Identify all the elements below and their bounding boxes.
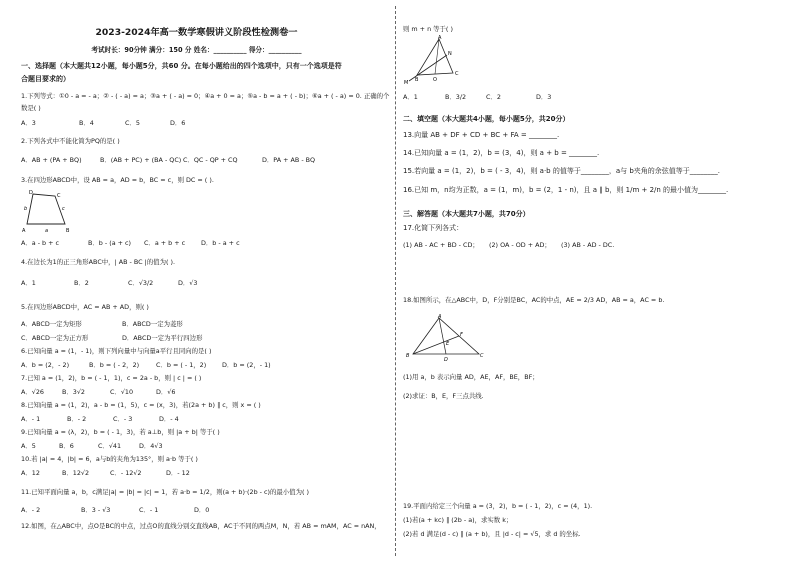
q2-option-a: A．AB + (PA + BQ) xyxy=(21,156,82,164)
q18-label-f: F xyxy=(460,332,463,338)
exam-title: 2023-2024年高一数学寒假讲义阶段性检测卷一 xyxy=(95,27,298,38)
q18-label-a: A xyxy=(438,314,442,320)
q8-option-d: D．- 4 xyxy=(159,415,179,423)
q3-side-c: c xyxy=(62,206,65,212)
q7-option-c: C．√10 xyxy=(110,388,134,396)
q1-stem-cont: 数是( ) xyxy=(21,104,41,112)
q11-stem: 11.已知平面向量 a，b，c满足|a| = |b| = |c| = 1，若 a·b = 1/2，则(a + b)·(2b - c)的最小值为( ) xyxy=(21,488,309,496)
q1-option-b: B．4 xyxy=(79,119,94,127)
q12-option-b: B．3/2 xyxy=(445,93,467,101)
q7-option-a: A．√26 xyxy=(21,388,44,396)
q3-side-a: a xyxy=(45,228,49,234)
q5-option-d: D．ABCD一定为平行四边形 xyxy=(122,334,203,342)
q12-option-d: D．3 xyxy=(536,93,552,101)
q10-stem: 10.若 |a| = 4，|b| = 6，a与b的夹角为135°，则 a·b 等于( ) xyxy=(21,455,198,463)
q2-option-d: D．PA + AB - BQ xyxy=(262,156,316,164)
q7-option-d: D．√6 xyxy=(156,388,176,396)
q5-stem: 5.在四边形ABCD中，AC = AB + AD，则( ) xyxy=(21,303,149,311)
q12-triangle-figure xyxy=(403,35,465,85)
q16-stem: 16.已知 m，n均为正数，a = (1，m)，b = (2，1 - n)，且 a ∥ b，则 1/m + 2/n 的最小值为________. xyxy=(403,186,729,194)
q1-stem: 1.下列等式：①0 - a = - a；② - ( - a) = a；③a + ( - a) = 0；④a + 0 = a；⑤a - b = a + ( - b)；⑥a + ( - a) = 0. 正确的个 xyxy=(21,92,390,100)
q18-label-e: E xyxy=(446,341,450,347)
q3-label-d: D xyxy=(29,190,33,196)
q12-label-a: A xyxy=(438,35,442,41)
q8-stem: 8.已知向量 a = (1，2)，a - b = (1，5)，c = (x，3)，若(2a + b) ∥ c，则 x = ( ) xyxy=(21,401,261,409)
q4-option-b: B．2 xyxy=(74,279,89,287)
q17-stem: 17.化简下列各式： xyxy=(403,224,464,232)
q11-option-c: C．- 1 xyxy=(139,506,159,514)
q9-stem: 9.已知向量 a = (λ，2)，b = ( - 1，3)，若 a⊥b，则 |a + b| 等于( ) xyxy=(21,428,220,436)
q8-option-a: A．- 1 xyxy=(21,415,41,423)
q10-option-d: D．- 12 xyxy=(166,469,190,477)
q3-stem: 3.在四边形ABCD中，设 AB = a，AD = b，BC = c，则 DC = ( ). xyxy=(21,176,214,184)
q12-label-b: B xyxy=(415,77,419,83)
q4-stem: 4.在边长为1的正三角形ABC中，| AB - BC |的值为( ). xyxy=(21,258,176,266)
q6-stem: 6.已知向量 a = (1，- 1)，则下列向量中与向量a平行且同向的是( ) xyxy=(21,347,212,355)
q12-label-o: O xyxy=(433,77,437,83)
section2-heading: 二、填空题（本大题共4小题，每小题5分，共20分） xyxy=(403,115,570,123)
q3-label-a: A xyxy=(22,228,26,234)
q12-stem: 12.如图，在△ABC中，点O是BC的中点，过点O的直线分别交直线AB，AC于不同的两点M，N，若 AB = mAM，AC = nAN， xyxy=(21,522,381,530)
q6-option-c: C．b = ( - 1，2) xyxy=(156,361,207,369)
q8-option-b: B．- 2 xyxy=(67,415,87,423)
q17-part2: (2) OA - OD + AD； xyxy=(489,241,551,249)
q11-option-a: A．- 2 xyxy=(21,506,41,514)
q18-part2: (2)求证：B，E，F三点共线. xyxy=(403,392,484,400)
q2-stem: 2.下列各式中不能化简为PQ的是( ) xyxy=(21,137,120,145)
q4-option-d: D．√3 xyxy=(178,279,198,287)
q13-stem: 13.向量 AB + DF + CD + BC + FA = ________. xyxy=(403,131,560,139)
q9-option-a: A．5 xyxy=(21,442,36,450)
q18-label-d: D xyxy=(444,357,448,362)
q10-option-b: B．12√2 xyxy=(62,469,90,477)
q2-option-c: C．QC - QP + CQ xyxy=(183,156,238,164)
q3-label-b: B xyxy=(66,228,70,234)
q1-option-a: A．3 xyxy=(21,119,36,127)
q3-option-c: C．a + b + c xyxy=(144,239,186,247)
q7-option-b: B．3√2 xyxy=(62,388,85,396)
q18-stem: 18.如图所示，在△ABC中，D，F分别是BC，AC的中点，AE = 2/3 AD，AB = a，AC = b. xyxy=(403,296,665,304)
q6-option-d: D．b = (2，- 1) xyxy=(222,361,271,369)
q5-option-b: B．ABCD一定为菱形 xyxy=(122,320,183,328)
q12-stem-cont: 则 m + n 等于( ) xyxy=(403,25,453,33)
q10-option-c: C．- 12√2 xyxy=(110,469,142,477)
section1-heading: 一、选择题（本大题共12小题，每小题5分，共60 分。在每小题给出的四个选项中，只有一个选项是符 xyxy=(21,62,342,70)
q17-part3: (3) AB - AD - DC. xyxy=(561,241,615,249)
q19-stem: 19.平面内给定三个向量 a = (3，2)，b = ( - 1，2)，c = (4，1). xyxy=(403,502,593,510)
q12-label-m: M xyxy=(404,80,409,85)
q15-stem: 15.若向量 a = (1，2)，b = ( - 3，4)，则 a·b 的值等于________，a与 b夹角的余弦值等于________. xyxy=(403,167,721,175)
q12-option-a: A．1 xyxy=(403,93,418,101)
q19-part1: (1)若(a + kc) ∥ (2b - a)，求实数 k； xyxy=(403,516,513,524)
q3-side-b: b xyxy=(24,206,28,212)
q4-option-a: A．1 xyxy=(21,279,36,287)
q18-label-c: C xyxy=(480,353,484,359)
q18-triangle-figure xyxy=(403,312,487,362)
q19-part2: (2)若 d 满足(d - c) ∥ (a + b)，且 |d - c| = √5，求 d 的坐标. xyxy=(403,530,581,538)
q18-part1: (1)用 a，b 表示向量 AD，AE，AF，BE，BF； xyxy=(403,373,539,381)
exam-meta: 考试时长：90分钟 满分：150 分 姓名：__________ 得分：__________ xyxy=(91,46,302,54)
q9-option-c: C．√41 xyxy=(98,442,122,450)
q9-option-d: D．4√3 xyxy=(139,442,163,450)
q3-option-b: B．b - (a + c) xyxy=(88,239,132,247)
q3-option-d: D．b - a + c xyxy=(201,239,240,247)
q6-option-a: A．b = (2，- 2) xyxy=(21,361,70,369)
q9-option-b: B．6 xyxy=(59,442,74,450)
q3-label-c: C xyxy=(57,193,61,199)
q3-option-a: A．a - b + c xyxy=(21,239,60,247)
section3-heading: 三、解答题（本大题共7小题，共70分） xyxy=(403,210,530,218)
q6-option-b: B．b = ( - 2，2) xyxy=(89,361,140,369)
q11-option-d: D．0 xyxy=(194,506,210,514)
q12-label-n: N xyxy=(448,51,452,57)
q2-option-b: B．(AB + PC) + (BA - QC) xyxy=(100,156,182,164)
q18-label-b: B xyxy=(406,353,410,359)
section1-heading-cont: 合题目要求的） xyxy=(21,75,70,83)
q5-option-a: A．ABCD一定为矩形 xyxy=(21,320,82,328)
q10-option-a: A．12 xyxy=(21,469,40,477)
q5-option-c: C．ABCD一定为正方形 xyxy=(21,334,89,342)
q12-option-c: C．2 xyxy=(486,93,501,101)
q14-stem: 14.已知向量 a = (1，2)，b = (3，4)，则 a + b = ________. xyxy=(403,149,600,157)
q1-option-d: D．6 xyxy=(170,119,186,127)
q7-stem: 7.已知 a = (1，2)，b = ( - 1，1)，c = 2a - b，则 | c | = ( ) xyxy=(21,374,202,382)
q3-quadrilateral-figure xyxy=(21,188,73,234)
q1-option-c: C．5 xyxy=(125,119,140,127)
q12-label-c: C xyxy=(455,71,459,77)
column-divider xyxy=(395,6,396,556)
q17-part1: (1) AB - AC + BD - CD； xyxy=(403,241,479,249)
q4-option-c: C．√3/2 xyxy=(128,279,154,287)
q11-option-b: B．3 - √3 xyxy=(81,506,111,514)
q8-option-c: C．- 3 xyxy=(113,415,133,423)
